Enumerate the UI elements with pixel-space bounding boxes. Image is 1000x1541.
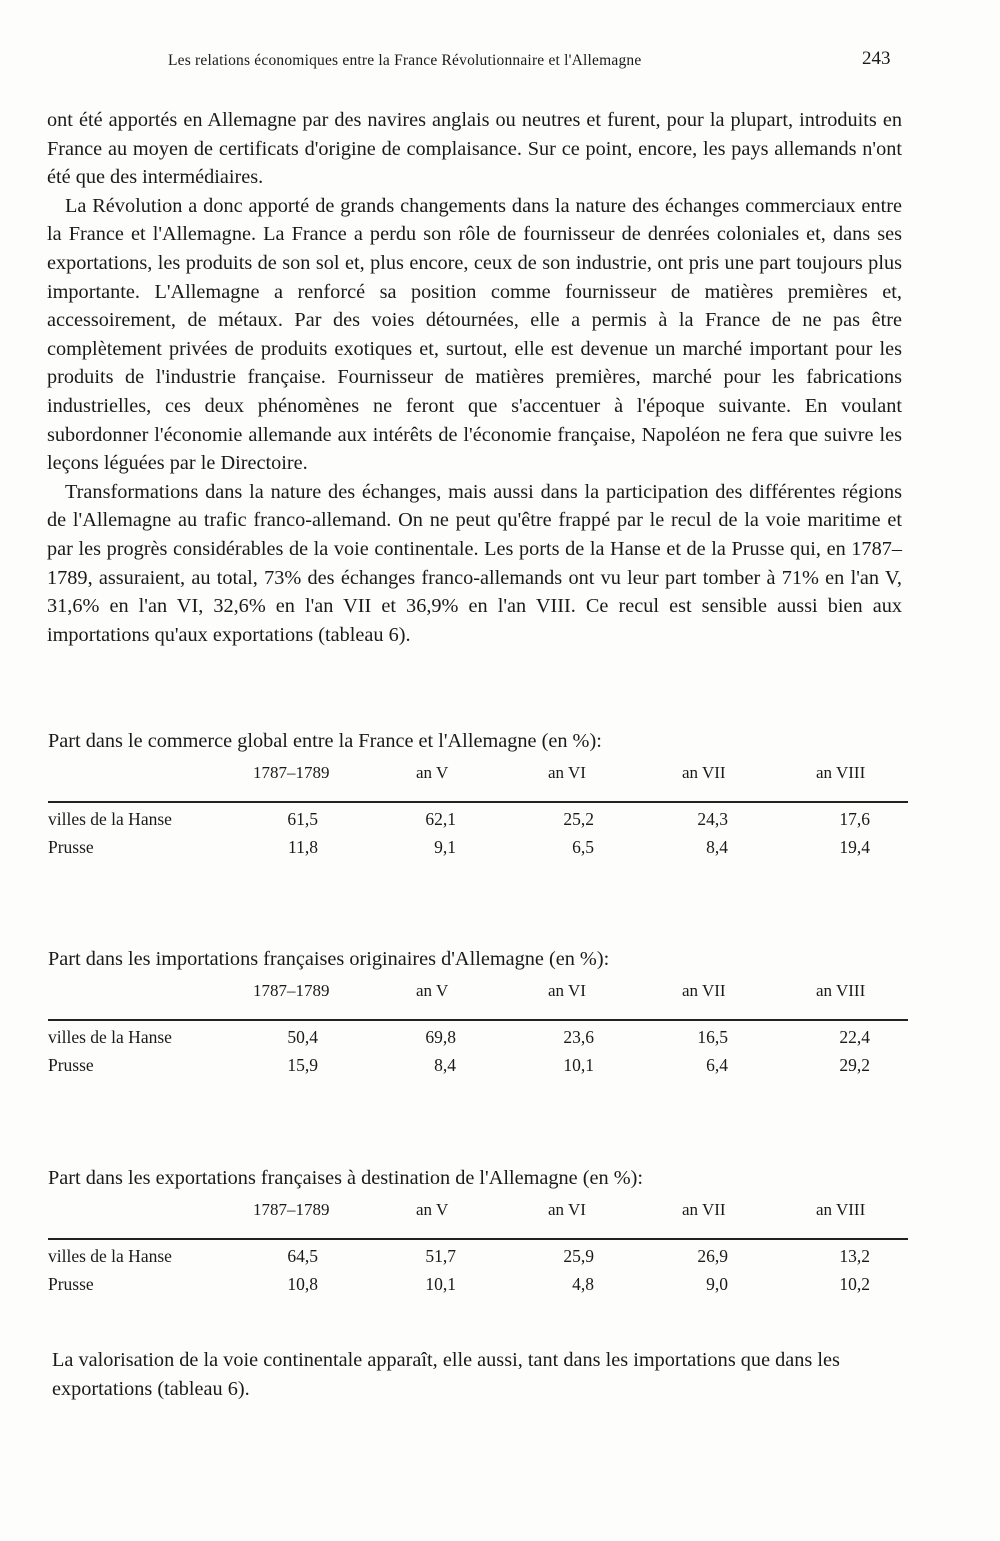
column-header: 1787–1789 bbox=[253, 763, 330, 782]
table-caption: Part dans le commerce global entre la France et l'Allemagne (en %): bbox=[48, 730, 602, 752]
column-header: an V bbox=[416, 981, 449, 1000]
table-exportations bbox=[48, 1167, 908, 1302]
table-cell: 10,1 bbox=[563, 1055, 594, 1075]
column-header: an VII bbox=[682, 763, 726, 782]
table-cell: 17,6 bbox=[839, 809, 870, 829]
column-header: an VI bbox=[548, 1200, 586, 1219]
table-cell: 13,2 bbox=[839, 1246, 870, 1266]
column-header: an V bbox=[416, 1200, 449, 1219]
table-cell: 23,6 bbox=[563, 1027, 594, 1047]
table-cell: 8,4 bbox=[434, 1055, 456, 1075]
row-label: villes de la Hanse bbox=[48, 1246, 172, 1266]
paragraph: Transformations dans la nature des échanges, mais aussi dans la participation des différentes régions de l'Allemagne au trafic franco-allemand. On ne peut qu'être frappé par le recul de la voie maritime et par les progrès considérables de la voie continentale. Les ports de la Hanse et de la Prusse qui, en 1787–1789, assuraient, au total, 73% des échanges franco-allemands ont vu leur part tomber à 71% en l'an V, 31,6% en l'an VI, 32,6% en l'an VII et 36,9% en l'an VIII. Ce recul est sensible aussi bien aux importations qu'aux exportations (tableau 6). bbox=[47, 480, 902, 646]
table-cell: 15,9 bbox=[287, 1055, 318, 1075]
table-cell: 22,4 bbox=[839, 1027, 870, 1047]
table-cell: 24,3 bbox=[697, 809, 728, 829]
page-number: 243 bbox=[862, 48, 891, 69]
table-commerce-global bbox=[48, 730, 908, 865]
row-label: Prusse bbox=[48, 1274, 94, 1294]
table-cell: 10,8 bbox=[287, 1274, 318, 1294]
table-cell: 10,2 bbox=[839, 1274, 870, 1294]
table-header bbox=[48, 981, 908, 1021]
column-header: 1787–1789 bbox=[253, 981, 330, 1000]
table-cell: 8,4 bbox=[706, 837, 728, 857]
table-cell: 11,8 bbox=[288, 837, 318, 857]
table-cell: 6,5 bbox=[572, 837, 594, 857]
table-header bbox=[48, 1200, 908, 1240]
column-header: an VII bbox=[682, 981, 726, 1000]
table-row bbox=[48, 1274, 908, 1302]
table-cell: 50,4 bbox=[287, 1027, 318, 1047]
column-header: an VII bbox=[682, 1200, 726, 1219]
table-caption: Part dans les exportations françaises à destination de l'Allemagne (en %): bbox=[48, 1167, 643, 1189]
column-header: 1787–1789 bbox=[253, 1200, 330, 1219]
table-row bbox=[48, 837, 908, 865]
row-label: villes de la Hanse bbox=[48, 1027, 172, 1047]
row-label: Prusse bbox=[48, 1055, 94, 1075]
column-header: an VIII bbox=[816, 763, 866, 782]
table-cell: 9,0 bbox=[706, 1274, 728, 1294]
body-text bbox=[47, 106, 902, 649]
column-header: an VIII bbox=[816, 1200, 866, 1219]
table-cell: 29,2 bbox=[839, 1055, 870, 1075]
table-cell: 62,1 bbox=[425, 809, 456, 829]
table-row bbox=[48, 809, 908, 837]
paragraph: La Révolution a donc apporté de grands changements dans la nature des échanges commerciaux entre la France et l'Allemagne. La France a perdu son rôle de fournisseur de denrées coloniales et, dans ses exportations, les produits de son sol et, plus encore, ceux de son industrie, ont pris une part toujours plus importante. L'Allemagne a renforcé sa position comme fournisseur de matières premières et, accessoirement, de métaux. Par des voies détournées, elle a permis à la France de ne pas être complètement privées de produits exotiques et, surtout, elle est devenue un marché important pour les produits de l'industrie française. Fournisseur de matières premières, marché pour les fabrications industrielles, ces deux phénomènes ne feront que s'accentuer à l'époque suivante. En voulant subordonner l'économie allemande aux intérêts de l'économie française, Napoléon ne fera que suivre les leçons léguées par le Directoire. bbox=[47, 194, 902, 475]
column-header: an VI bbox=[548, 981, 586, 1000]
closing-paragraph: La valorisation de la voie continentale apparaît, elle aussi, tant dans les importations que dans les exportations (tableau 6). bbox=[52, 1349, 840, 1400]
table-cell: 69,8 bbox=[425, 1027, 456, 1047]
table-cell: 16,5 bbox=[697, 1027, 728, 1047]
table-cell: 6,4 bbox=[706, 1055, 728, 1075]
column-header: an VIII bbox=[816, 981, 866, 1000]
running-title: Les relations économiques entre la France Révolutionnaire et l'Allemagne bbox=[168, 52, 642, 69]
table-rule bbox=[48, 801, 908, 803]
table-importations bbox=[48, 948, 908, 1083]
table-rule bbox=[48, 1019, 908, 1021]
table-row bbox=[48, 1055, 908, 1083]
row-label: Prusse bbox=[48, 837, 94, 857]
column-header: an VI bbox=[548, 763, 586, 782]
table-cell: 25,9 bbox=[563, 1246, 594, 1266]
column-header: an V bbox=[416, 763, 449, 782]
table-header bbox=[48, 763, 908, 803]
table-cell: 9,1 bbox=[434, 837, 456, 857]
table-cell: 64,5 bbox=[287, 1246, 318, 1266]
table-cell: 51,7 bbox=[425, 1246, 456, 1266]
table-cell: 19,4 bbox=[839, 837, 870, 857]
table-rule bbox=[48, 1238, 908, 1240]
table-cell: 25,2 bbox=[563, 809, 594, 829]
table-cell: 61,5 bbox=[287, 809, 318, 829]
paragraph-continuation: ont été apportés en Allemagne par des navires anglais ou neutres et furent, pour la plupart, introduits en France au moyen de certificats d'origine de complaisance. Sur ce point, encore, les pays allemands n'ont été que des intermédiaires. bbox=[47, 109, 902, 189]
table-row bbox=[48, 1246, 908, 1274]
table-cell: 4,8 bbox=[572, 1274, 594, 1294]
table-cell: 26,9 bbox=[697, 1246, 728, 1266]
table-row bbox=[48, 1027, 908, 1055]
row-label: villes de la Hanse bbox=[48, 809, 172, 829]
table-cell: 10,1 bbox=[425, 1274, 456, 1294]
table-caption: Part dans les importations françaises originaires d'Allemagne (en %): bbox=[48, 948, 610, 970]
